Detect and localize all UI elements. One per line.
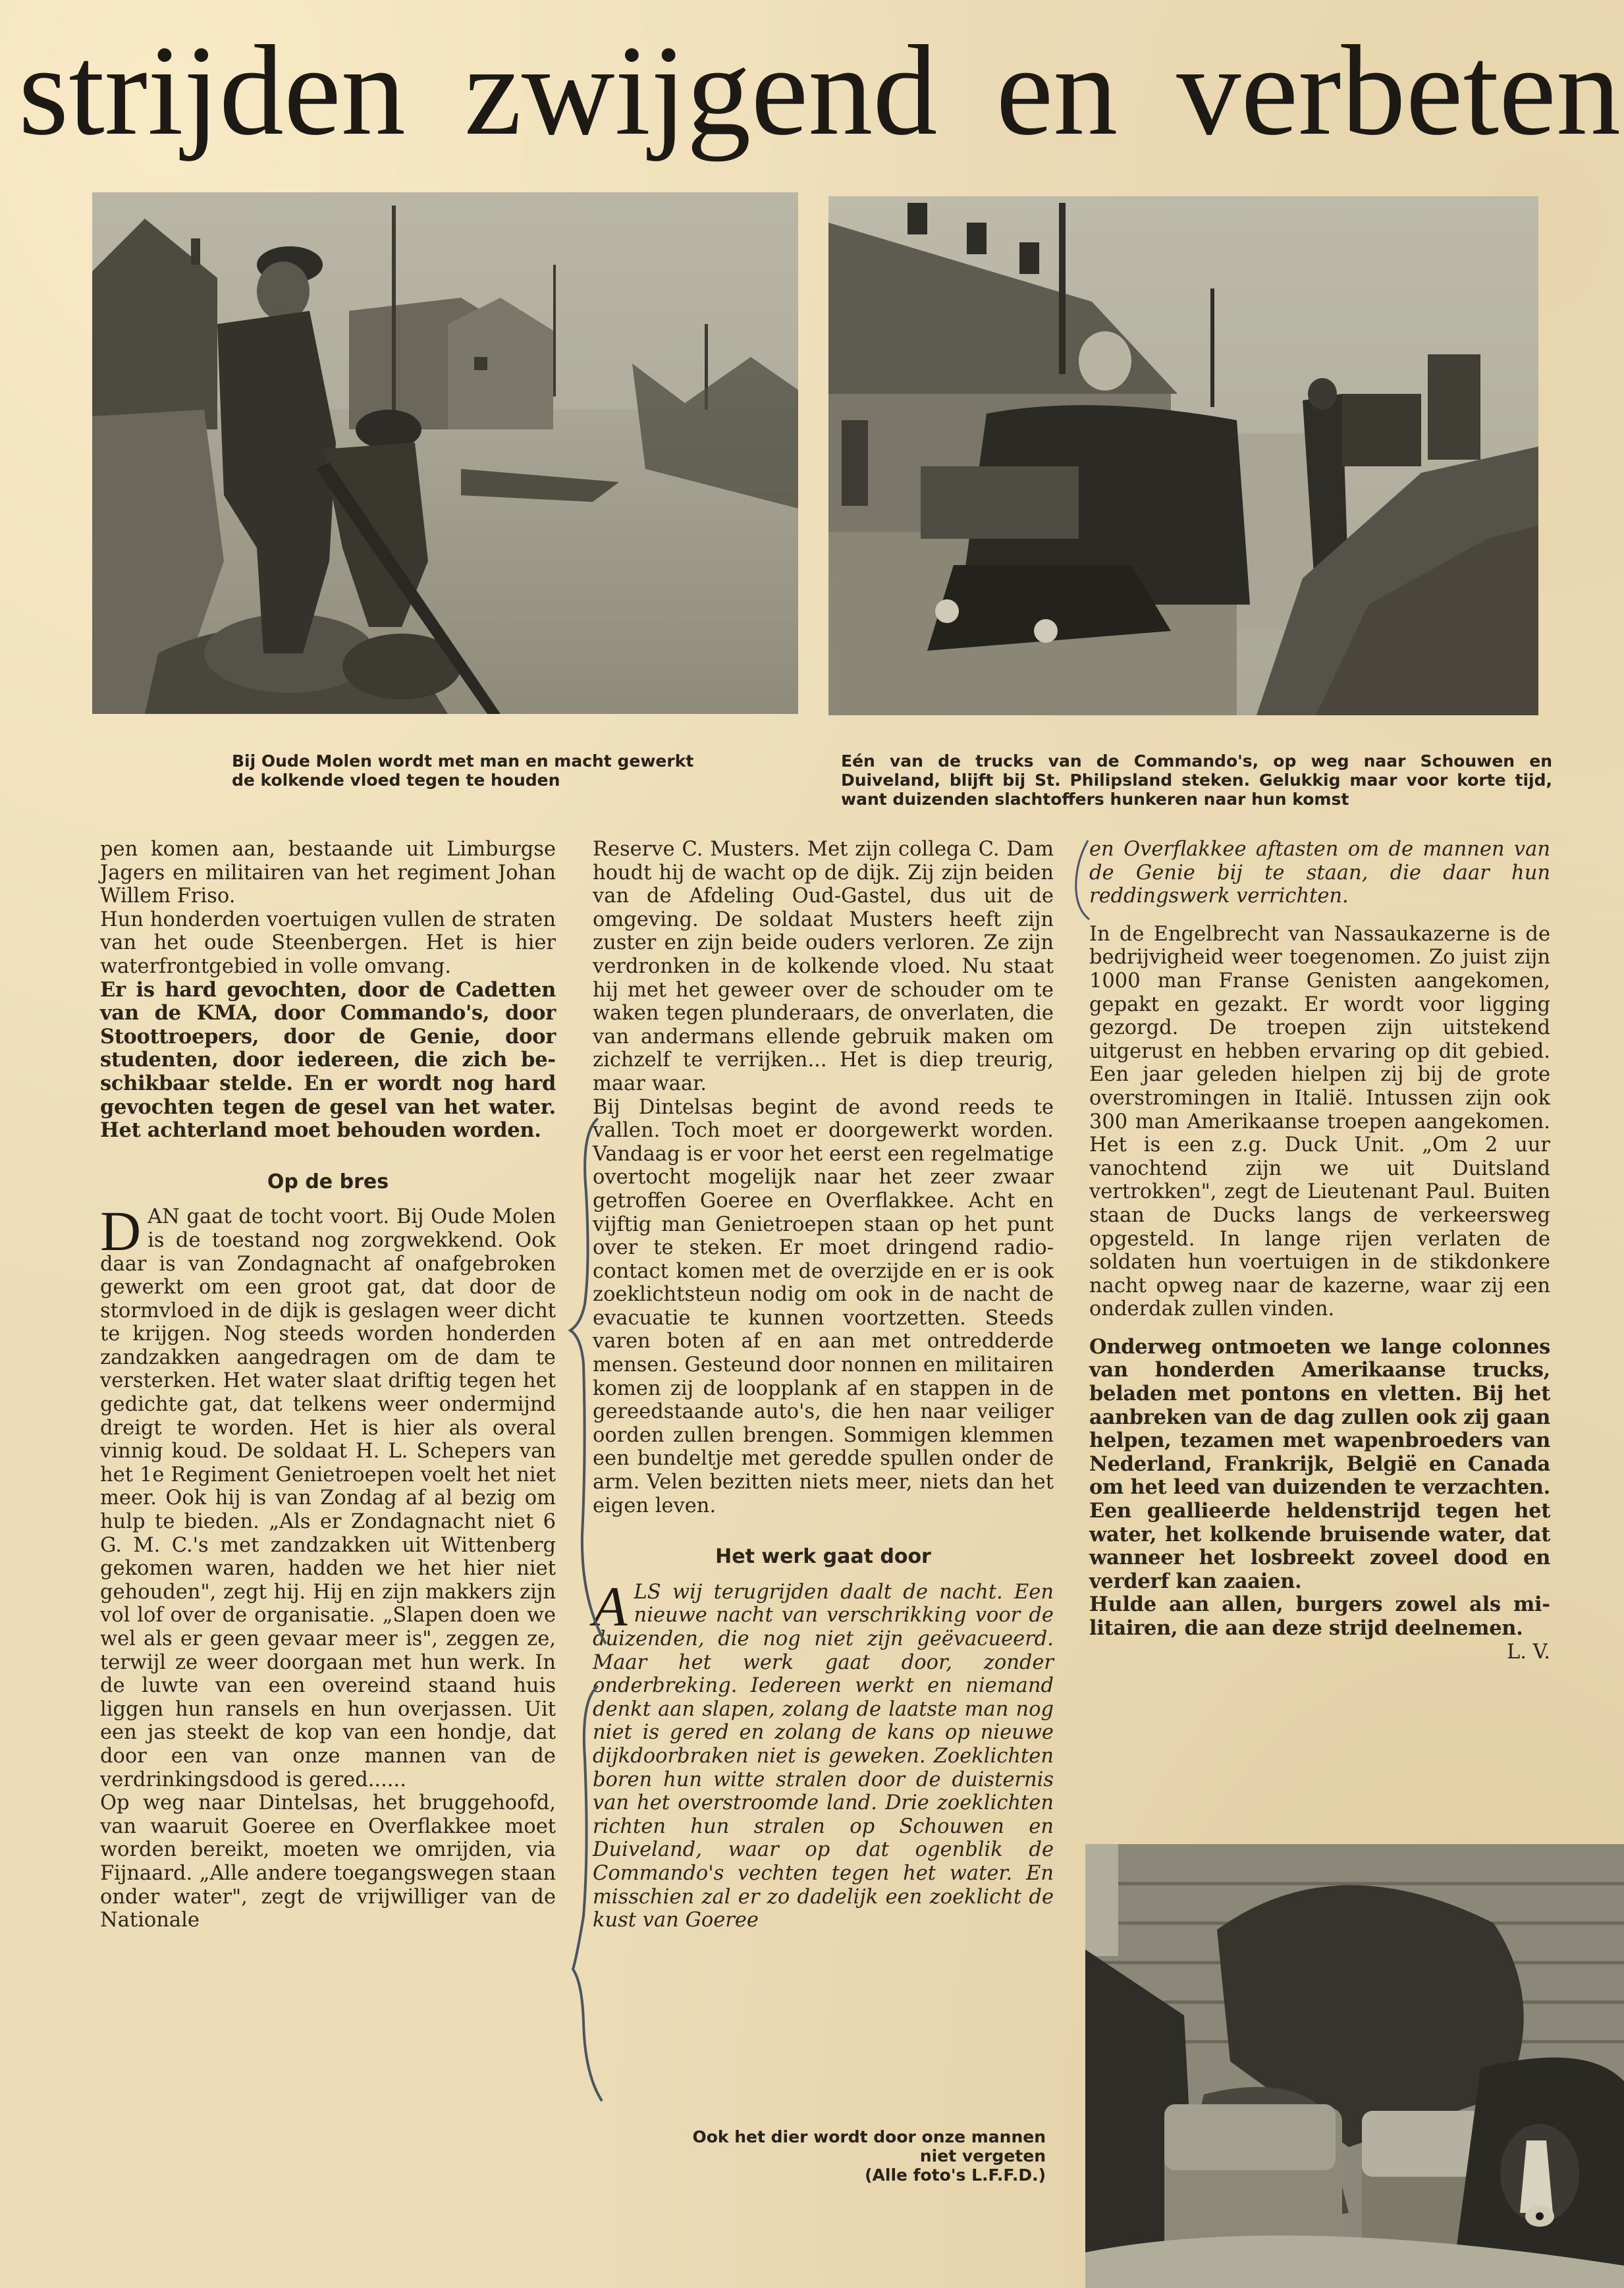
article-column-3 (1089, 838, 1550, 1664)
photo-1-caption: Bij Oude Molen wordt met man en macht gewerkt de kolkende vloed tegen te houden (232, 751, 694, 790)
paragraph: Op weg naar Dintelsas, het bruggehoofd, van waaruit Goeree en Overflakkee moet worden bereikt, moeten we omrijden, via Fijnaard. „Alle andere toegangswegen staan onder water", zegt de vrijwilliger van de Nationale (100, 1791, 556, 1932)
paragraph-bold: Hulde aan allen, burgers zowel als militairen, die aan deze strijd deelnemen. (1089, 1593, 1550, 1640)
article-column-1 (100, 838, 556, 1932)
photo-soldiers-on-dike (92, 192, 798, 714)
section-heading-op-de-bres: Op de bres (267, 1170, 389, 1193)
photo-2-caption: Eén van de trucks van de Commando's, op weg naar Schouwen en Duiveland, blijft bij St. Philipsland steken. Gelukkig maar voor korte tijd, want duizenden slachtoffers hunkeren naar hun komst (841, 751, 1552, 809)
author-initials: L. V. (1506, 1640, 1550, 1664)
paragraph-italic: en Overflakkee aftasten om de mannen van de Genie bij te staan, die daar hun reddingswerk verrichten. (1089, 838, 1550, 908)
paragraph: Reserve C. Musters. Met zijn collega C. Dam houdt hij de wacht op de dijk. Zij zijn beiden van de Afdeling Oud-Gastel, dus uit de omgeving. De soldaat Musters heeft zijn zuster en zijn beide ouders verloren. Ze zijn verdronken in de kolkende vloed. Nu staat hij met het geweer over de schouder om te waken tegen plunderaars, de onverlaten, die van andermans ellende gebruik maken om zichzelf te verrijken... Het is diep treurig, maar waar. (593, 838, 1054, 1095)
article-column-2 (593, 838, 1054, 1932)
photo-3-caption (632, 2127, 1046, 2185)
paragraph: Hun honderden voertuigen vullen de straten van het oude Steenbergen. Het is hier waterfrontgebied in volle omvang. (100, 908, 556, 978)
photo-3-caption-line-1: Ook het dier wordt door onze mannen (692, 2127, 1046, 2146)
headline: strijden zwijgend en verbeten (18, 19, 1621, 162)
paragraph-text: LS wij terugrijden daalt de nacht. Een nieuwe nacht van verschrikking voor de duizenden, die nog niet zijn geëvacueerd. Maar het werk gaat door, zonder onderbreking. Iedereen werkt en niemand denkt aan slapen, zolang de laatste man nog niet is gered en zolang de kans op nieuwe dijkdoorbraken niet is geweken. Zoeklichten boren hun witte stralen door de duisternis van het overstroomde land. Drie zoeklichten richten hun stralen op Schouwen en Duiveland, waar op dat ogenblik de Commando's vechten tegen het water. En misschien zal er zo dadelijk een zoeklicht de kust van Goeree (593, 1580, 1054, 1932)
paragraph-bold: Onderweg ontmoeten we lange colonnes van honderden Amerikaanse trucks, beladen met pontons en vletten. Bij het aanbreken van de dag zullen ook zij gaan helpen, tezamen met wapenbroeders van Nederland, Frankrijk, België en Canada om het leed van duizenden te verzachten. Een geallieerde heldenstrijd tegen het water, het kolkende bruisende water, dat wanneer het losbreekt zoveel dood en verderf kan zaaien. (1089, 1334, 1550, 1593)
photo-dog-with-bags (1085, 1844, 1624, 2288)
section-heading-het-werk-gaat-door: Het werk gaat door (715, 1545, 931, 1569)
paragraph: pen komen aan, bestaande uit Limburgse Jagers en militairen van het regiment Johan Willem Friso. (100, 838, 556, 908)
paragraph-italic-with-dropcap (593, 1574, 1054, 1932)
spacer (1089, 1321, 1550, 1336)
spacer (1089, 908, 1550, 923)
drop-cap: D (100, 1199, 142, 1263)
drop-cap: A (593, 1574, 628, 1638)
paragraph-bold: Er is hard gevochten, door de Cadetten van de KMA, door Commando's, door Stoottroepers, door de Genie, door studenten, door iedereen, die zich beschikbaar stelde. En er wordt nog hard gevochten tegen de gesel van het water. Het achterland moet behouden worden. (100, 977, 556, 1143)
photo-3-caption-line-2: niet vergeten (919, 2146, 1046, 2165)
paragraph: In de Engelbrecht van Nassaukazerne is de bedrijvigheid weer toegenomen. Zo juist zijn 1000 man Franse Genisten aangekomen, gepakt en gezakt. Er wordt voor ligging gezorgd. De troepen zijn uitstekend uitgerust en hebben ervaring op dit gebied. Een jaar geleden hielpen zij bij de grote overstromingen in Italië. Intussen zijn ook 300 man Amerikaanse troepen aangekomen. Het is een z.g. Duck Unit. „Om 2 uur vanochtend zijn we uit Duitsland vertrokken", zegt de Lieutenant Paul. Buiten staan de Ducks langs de verkeersweg opgesteld. In lange rijen verlaten de soldaten hun voertuigen in de stikdonkere nacht opweg naar de kazerne, waar zij een onderdak zullen vinden. (1089, 922, 1550, 1321)
photo-credit: (Alle foto's L.F.F.D.) (865, 2165, 1046, 2185)
photo-truck-in-flood (828, 196, 1538, 715)
paragraph-with-dropcap (100, 1199, 556, 1791)
paragraph-text: AN gaat de tocht voort. Bij Oude Molen is de toestand nog zorgwekkend. Ook daar is van Zondagnacht af onafgebroken gewerkt om een groot gat, dat door de stormvloed in de dijk is geslagen weer dicht te krijgen. Nog steeds worden honderden zandzakken aangedragen om de dam te versterken. Het water slaat driftig tegen het gedichte gat, dat telkens weer ondermijnd dreigt te worden. Het is hier als overal vinnig koud. De soldaat H. L. Schepers van het 1e Regiment Genietroepen voelt het niet meer. Ook hij is van Zondag af al bezig om hulp te bieden. „Als er Zondagnacht niet 6 G. M. C.'s met zandzakken uit Wittenberg gekomen waren, hadden we het hier niet gehouden", zegt hij. Hij en zijn makkers zijn vol lof over de organisatie. „Slapen doen we wel als er geen gevaar meer is", zeggen ze, terwijl ze weer doorgaan met hun werk. In de luwte van een overeind staand huis liggen hun ransels en hun overjassen. Uit een jas steekt de kop van een hondje, dat door een van onze mannen van de verdrinkingsdood is gered...... (100, 1205, 556, 1791)
paragraph: Bij Dintelsas begint de avond reeds te vallen. Toch moet er doorgewerkt worden. Vandaag is er voor het eerst een regelmatige overtocht mogelijk naar het zeer zwaar getroffen Goeree en Overflakkee. Acht en vijftig man Genietroepen staan op het punt over te steken. Er moet dringend radiocontact komen met de overzijde en er is ook zoeklichtsteun nodig om ook in de nacht de evacuatie te kunnen voortzetten. Steeds varen boten af en aan met ontredderde mensen. Gesteund door nonnen en militairen komen zij de loopplank af en stappen in de gereedstaande auto's, die hen naar veiliger oorden zullen brengen. Sommigen klemmen een bundeltje met geredde spullen onder de arm. Velen bezitten niets meer, niets dan het eigen leven. (593, 1095, 1054, 1517)
